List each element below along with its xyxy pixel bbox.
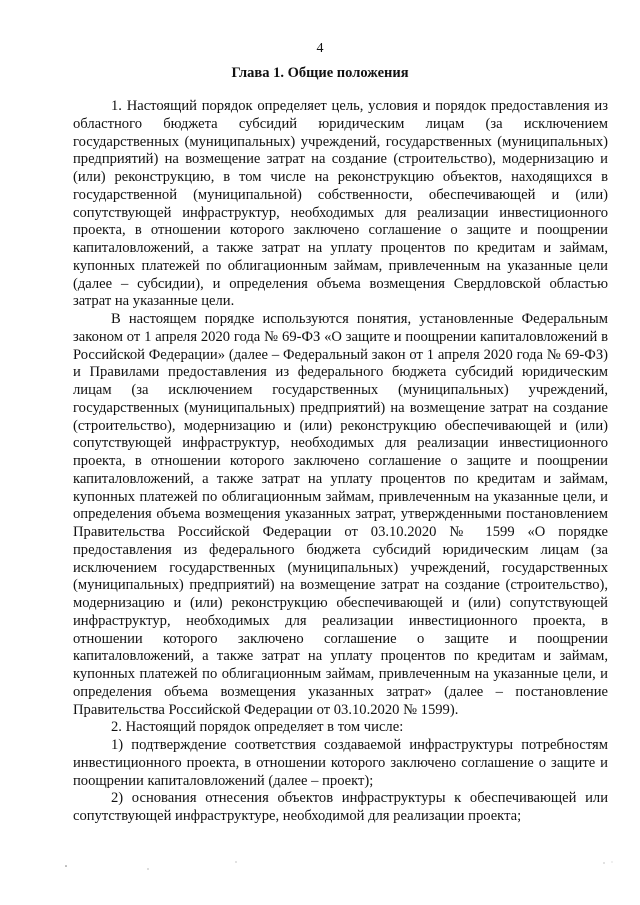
scan-speck xyxy=(65,865,67,867)
page-number: 4 xyxy=(316,41,324,56)
list-item-1-confirmation: 1) подтверждение соответствия создаваемой инфраструктуры потребностям инвестиционного проекта, в отношении которого заключено соглашение о защите и поощрении капиталовложений (далее – проект); xyxy=(73,737,608,789)
scan-speck xyxy=(603,862,604,863)
chapter-title: Глава 1. Общие положения xyxy=(231,65,409,81)
scan-speck xyxy=(612,862,613,863)
scan-speck xyxy=(235,861,236,862)
paragraph-2-scope: 2. Настоящий порядок определяет в том числе: xyxy=(111,719,404,736)
paragraph-terms: В настоящем порядке используются понятия, установленные Федеральным законом от 1 апреля 2020 года № 69-ФЗ «О защите и поощрении капиталовложений в Российской Федерации» (далее – Федеральный закон от 1 апреля 2020 года № 69-ФЗ) и Правилами предоставления из федерального бюджета субсидий юридическим лицам (за исключением государственных (муниципальных) учреждений, государственных (муниципальных) предприятий) на возмещение затрат на создание (строительство), модернизацию и (или) реконструкцию обеспечивающей и (или) сопутствующей инфраструктур, необходимых для реализации инвестиционного проекта, в отношении которого заключено соглашение о защите и поощрении капиталовложений, а также затрат на уплату процентов по кредитам и займам, купонных платежей по облигационным займам, привлеченным на указанные цели, и определения объема возмещения указанных затрат, утвержденными постановлением Правительства Российской Федерации от 03.10.2020 № 1599 «О порядке предоставления из федерального бюджета субсидий юридическим лицам (за исключением государственных (муниципальных) учреждений, государственных (муниципальных) предприятий) на возмещение затрат на создание (строительство), модернизацию и (или) реконструкцию обеспечивающей и (или) сопутствующей инфраструктур, необходимых для реализации инвестиционного проекта, в отношении которого заключено соглашение о защите и поощрении капиталовложений, а также затрат на уплату процентов по кредитам и займам, купонных платежей по облигационным займам, привлеченным на указанные цели, и определения объема возмещения указанных затрат» (далее – постановление Правительства Российской Федерации от 03.10.2020 № 1599). xyxy=(73,311,608,718)
document-body xyxy=(73,98,608,826)
list-item-2-grounds: 2) основания отнесения объектов инфраструктуры к обеспечивающей или сопутствующей инфраструктуре, необходимой для реализации проекта; xyxy=(73,790,608,824)
paragraph-1-purpose: 1. Настоящий порядок определяет цель, условия и порядок предоставления из областного бюджета субсидий юридическим лицам (за исключением государственных (муниципальных) учреждений, государственных (муниципальных) предприятий) на возмещение затрат на создание (строительство), модернизацию и (или) реконструкцию, в том числе на реконструкцию объектов, находящихся в государственной (муниципальной) собственности, обеспечивающей и (или) сопутствующей инфраструктур, необходимых для реализации инвестиционного проекта, в отношении которого заключено соглашение о защите и поощрении капиталовложений, а также затрат на уплату процентов по кредитам и займам, купонных платежей по облигационным займам, привлеченным на указанные цели (далее – субсидии), и определения объема возмещения Свердловской областью затрат на указанные цели. xyxy=(73,98,608,310)
scan-speck xyxy=(147,868,148,869)
